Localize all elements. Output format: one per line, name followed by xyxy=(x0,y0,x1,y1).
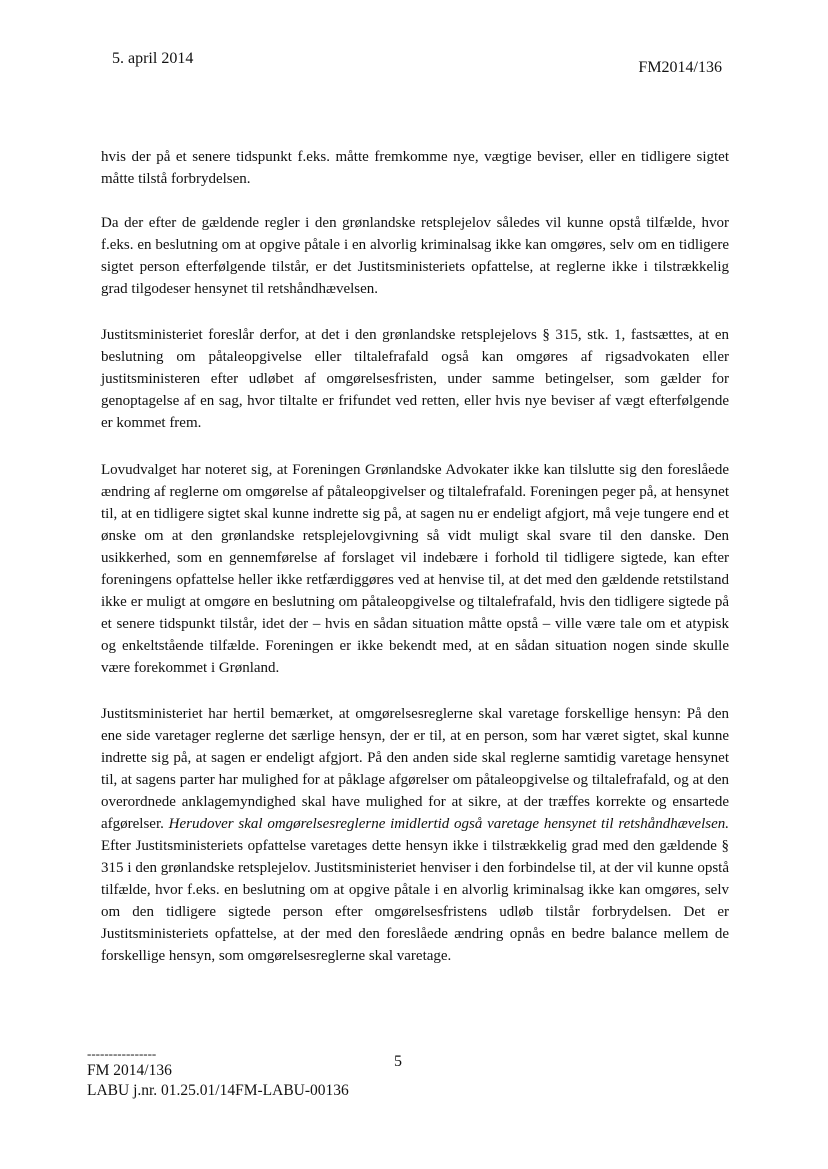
body-paragraph xyxy=(101,703,729,967)
footer-case-number: FM 2014/136 xyxy=(87,1062,172,1079)
header-date: 5. april 2014 xyxy=(112,50,194,67)
paragraph-text: Justitsministeriet har hertil bemærket, at omgørelsesreglerne skal varetage forskellige hensyn: På den ene side varetager reglerne det særlige hensyn, der er til, at en person, som har været sigtet, skal kunne indrette sig på, at sagen er endeligt afgjort. På den anden side skal reglerne samtidig varetage hensynet til, at sagens parter har mulighed for at påklage afgørelser om påtaleopgivelse og tiltalefrafald, og at den overordnede anklagemyndighed skal have mulighed for at sikre, at der træffes korrekte og ensartede afgørelser. xyxy=(101,706,729,832)
footer-separator: ---------------- xyxy=(87,1046,157,1061)
paragraph-text: Da der efter de gældende regler i den grønlandske retsplejelov således vil kunne opstå tilfælde, hvor f.eks. en beslutning om at opgive påtale i en alvorlig kriminalsag ikke kan omgøres, selv om en tidligere sigtet person efterfølgende tilstår, er det Justitsministeriets opfattelse, at reglerne ikke i tilstrækkelig grad tilgodeser hensynet til retshåndhævelsen. xyxy=(101,215,729,297)
paragraph-text: Lovudvalget har noteret sig, at Foreningen Grønlandske Advokater ikke kan tilslutte sig den foreslåede ændring af reglerne om omgørelse af påtaleopgivelser og tiltalefrafald. Foreningen peger på, at hensynet til, at en tidligere sigtet skal kunne indrette sig på, at sagen nu er endeligt afgjort, må veje tungere end et ønske om at den grønlandske retsplejelovgivning så vidt muligt skal svare til den danske. Den usikkerhed, som en gennemførelse af forslaget vil indebære i forhold til tidligere sigtede, kan efter foreningens opfattelse heller ikke retfærdiggøres ved at henvise til, at det med den gældende retstilstand ikke er muligt at omgøre en beslutning om påtaleopgivelse og tiltalefrafald, hvis den tidligere sigtede på et senere tidspunkt tilstår, idet der – hvis en sådan situation måtte opstå – ville være tale om et atypisk og enkeltstående tilfælde. Foreningen er ikke bekendt med, at en sådan situation nogen sinde skulle være forekommet i Grønland. xyxy=(101,462,729,676)
document-body xyxy=(101,146,729,989)
footer-journal-number: LABU j.nr. 01.25.01/14FM-LABU-00136 xyxy=(87,1082,349,1099)
emphasized-text: Herudover skal omgørelsesreglerne imidlertid også varetage hensynet til retshåndhævelsen. xyxy=(168,816,729,832)
paragraph-text: Justitsministeriet foreslår derfor, at det i den grønlandske retsplejelovs § 315, stk. 1, fastsættes, at en beslutning om påtaleopgivelse eller tiltalefrafald også kan omgøres af rigsadvokaten eller justitsministeren efter udløbet af omgørelsesfristen, under samme betingelser, som gælder for genoptagelse af en sag, hvor tiltalte er frifundet ved retten, eller hvis nye beviser af vægt efterfølgende er kommet frem. xyxy=(101,327,729,431)
body-paragraph xyxy=(101,212,729,300)
paragraph-text: hvis der på et senere tidspunkt f.eks. måtte fremkomme nye, vægtige beviser, eller en tidligere sigtet måtte tilstå forbrydelsen. xyxy=(101,149,729,187)
paragraph-text: Efter Justitsministeriets opfattelse varetages dette hensyn ikke i tilstrækkelig grad med den gældende § 315 i den grønlandske retsplejelov. Justitsministeriet henviser i den forbindelse til, at der vil kunne opstå tilfælde, hvor f.eks. en beslutning om at opgive påtale i en alvorlig kriminalsag ikke kan omgøres, selv om den tidligere sigtede person efter omgørelsesfristens udløb tilstår forbrydelsen. Det er Justitsministeriets opfattelse, at der med den foreslåede ændring opnås en bedre balance mellem de forskellige hensyn, som omgørelsesreglerne skal varetage. xyxy=(101,838,729,964)
body-paragraph xyxy=(101,459,729,679)
body-paragraph xyxy=(101,324,729,434)
header-reference: FM2014/136 xyxy=(638,59,722,76)
page-number: 5 xyxy=(394,1053,402,1070)
body-paragraph xyxy=(101,146,729,190)
